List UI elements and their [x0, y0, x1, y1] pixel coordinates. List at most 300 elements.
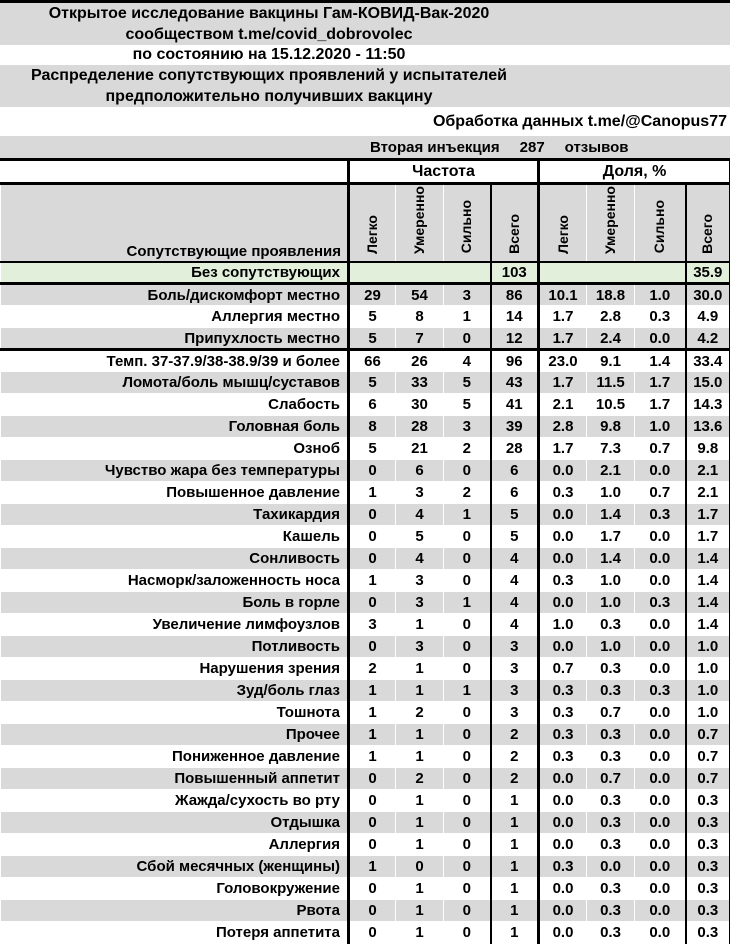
freq-cell: 2 [491, 768, 539, 790]
pct-cell: 0.3 [635, 306, 686, 328]
row-no-symptoms [1, 262, 730, 284]
freq-cell: 4 [396, 504, 444, 526]
freq-cell: 1 [349, 482, 396, 504]
freq-cell: 1 [396, 812, 444, 834]
pct-cell: 0.3 [587, 724, 635, 746]
freq-cell: 0 [444, 548, 491, 570]
pct-cell: 0.0 [539, 592, 587, 614]
pct-cell: 0.3 [587, 680, 635, 702]
freq-cell: 5 [349, 438, 396, 460]
row-label: Сонливость [1, 548, 349, 570]
pct-cell: 18.8 [587, 284, 635, 306]
freq-cell: 3 [444, 416, 491, 438]
freq-cell: 0 [349, 526, 396, 548]
freq-cell: 54 [396, 284, 444, 306]
pct-cell: 0.7 [686, 746, 730, 768]
freq-cell: 1 [491, 834, 539, 856]
pct-cell: 1.0 [587, 570, 635, 592]
freq-cell: 0 [349, 790, 396, 812]
pct-cell: 0.3 [587, 614, 635, 636]
pct-cell: 0.3 [587, 746, 635, 768]
pct-cell: 1.7 [686, 526, 730, 548]
row-label: Тошнота [1, 702, 349, 724]
pct-cell: 0.0 [539, 900, 587, 922]
pct-cell: 1.0 [587, 592, 635, 614]
table-row [1, 394, 730, 416]
freq-cell: 12 [491, 328, 539, 350]
row-label: Аллергия [1, 834, 349, 856]
freq-cell: 5 [349, 372, 396, 394]
table-row [1, 372, 730, 394]
freq-cell: 5 [491, 526, 539, 548]
freq-cell: 28 [491, 438, 539, 460]
pct-cell: 0.0 [635, 570, 686, 592]
as-of-date: по состоянию на 15.12.2020 - 11:50 [132, 46, 406, 63]
pct-cell: 0.0 [635, 548, 686, 570]
responses-label: отзывов [564, 138, 629, 156]
pct-cell: 1.0 [686, 636, 730, 658]
freq-cell: 0 [349, 878, 396, 900]
pct-cell: 0.3 [686, 812, 730, 834]
pct-cell: 2.1 [587, 460, 635, 482]
freq-cell: 2 [349, 658, 396, 680]
pct-cell: 23.0 [539, 350, 587, 372]
pct-cell: 0.3 [635, 592, 686, 614]
freq-cell: 0 [444, 834, 491, 856]
freq-cell: 0 [349, 768, 396, 790]
table-row [1, 592, 730, 614]
row-label: Боль в горле [1, 592, 349, 614]
table-row [1, 878, 730, 900]
freq-cell: 14 [491, 306, 539, 328]
freq-cell: 1 [491, 812, 539, 834]
table-row [1, 570, 730, 592]
freq-cell: 21 [396, 438, 444, 460]
freq-cell: 0 [444, 922, 491, 944]
freq-cell: 0 [444, 790, 491, 812]
row-label: Потливость [1, 636, 349, 658]
pct-cell: 2.8 [587, 306, 635, 328]
pct-cell: 0.0 [635, 922, 686, 944]
freq-cell: 1 [349, 746, 396, 768]
freq-cell: 0 [444, 570, 491, 592]
freq-cell: 6 [491, 482, 539, 504]
freq-cell: 0 [349, 592, 396, 614]
pct-cell: 0.0 [539, 460, 587, 482]
pct-cell: 1.0 [635, 416, 686, 438]
row-label: Слабость [1, 394, 349, 416]
pct-cell: 1.0 [587, 636, 635, 658]
row-label: Припухлость местно [1, 328, 349, 350]
freq-cell: 1 [491, 878, 539, 900]
freq-cell: 0 [349, 460, 396, 482]
pct-cell: 0.0 [635, 328, 686, 350]
freq-cell: 8 [396, 306, 444, 328]
row-label: Повышенный аппетит [1, 768, 349, 790]
freq-cell: 2 [491, 724, 539, 746]
row-label: Повышенное давление [1, 482, 349, 504]
pct-cell: 0.3 [587, 658, 635, 680]
pct-cell: 0.0 [539, 526, 587, 548]
freq-cell: 0 [444, 526, 491, 548]
pct-cell: 1.4 [686, 614, 730, 636]
pct-cell: 1.4 [635, 350, 686, 372]
column-header-row [1, 184, 730, 262]
freq-cell: 3 [396, 570, 444, 592]
freq-cell: 4 [396, 548, 444, 570]
pct-cell: 0.0 [635, 658, 686, 680]
pct-cell: 0.3 [587, 922, 635, 944]
table-row [1, 900, 730, 922]
report-title-line2: сообществом t.me/covid_dobrovolec [125, 26, 413, 43]
pct-cell: 0.0 [635, 460, 686, 482]
freq-col-severe: Сильно [444, 184, 491, 262]
freq-cell: 0 [444, 702, 491, 724]
report-title-line1: Открытое исследование вакцины Гам-КОВИД-Вак-2020 [48, 5, 490, 22]
freq-cell: 0 [444, 746, 491, 768]
table-row [1, 526, 730, 548]
freq-cell: 26 [396, 350, 444, 372]
row-label: Отдышка [1, 812, 349, 834]
freq-cell: 0 [444, 636, 491, 658]
pct-cell: 0.0 [635, 724, 686, 746]
pct-cell: 0.0 [539, 548, 587, 570]
freq-cell: 4 [491, 614, 539, 636]
pct-cell: 0.7 [686, 724, 730, 746]
pct-col-severe: Сильно [635, 184, 686, 262]
freq-cell: 0 [444, 878, 491, 900]
table-row [1, 350, 730, 372]
pct-cell: 0.3 [539, 570, 587, 592]
table-row [1, 548, 730, 570]
table-row [1, 284, 730, 306]
row-label: Жажда/сухость во рту [1, 790, 349, 812]
pct-cell: 0.0 [539, 878, 587, 900]
table-row [1, 636, 730, 658]
pct-cell: 0.3 [539, 724, 587, 746]
table-row [1, 482, 730, 504]
pct-cell: 2.1 [539, 394, 587, 416]
row-label: Головная боль [1, 416, 349, 438]
pct-cell: 4.2 [686, 328, 730, 350]
row-label: Увеличение лимфоузлов [1, 614, 349, 636]
freq-cell: 33 [396, 372, 444, 394]
row-label: Тахикардия [1, 504, 349, 526]
pct-cell: 13.6 [686, 416, 730, 438]
freq-cell: 1 [396, 680, 444, 702]
pct-cell: 1.0 [686, 702, 730, 724]
freq-cell: 4 [491, 592, 539, 614]
pct-cell: 11.5 [587, 372, 635, 394]
freq-cell: 1 [491, 856, 539, 878]
freq-total-cell: 103 [491, 262, 539, 284]
freq-cell: 8 [349, 416, 396, 438]
row-label: Рвота [1, 900, 349, 922]
freq-cell: 0 [444, 900, 491, 922]
table-row [1, 768, 730, 790]
freq-cell: 1 [396, 724, 444, 746]
freq-cell: 0 [349, 900, 396, 922]
freq-cell: 0 [444, 724, 491, 746]
pct-cell: 1.0 [587, 482, 635, 504]
freq-cell: 1 [349, 724, 396, 746]
pct-cell: 0.0 [539, 790, 587, 812]
freq-cell: 39 [491, 416, 539, 438]
pct-cell: 0.0 [635, 878, 686, 900]
pct-cell: 0.0 [635, 636, 686, 658]
freq-col-moderate: Умеренно [396, 184, 444, 262]
freq-cell: 1 [396, 746, 444, 768]
freq-cell: 4 [444, 350, 491, 372]
pct-cell: 1.4 [686, 570, 730, 592]
pct-cell: 0.0 [635, 702, 686, 724]
row-label: Ломота/боль мышц/суставов [1, 372, 349, 394]
pct-cell: 1.4 [686, 548, 730, 570]
table-row [1, 306, 730, 328]
credit-band [0, 107, 730, 136]
group-header-share: Доля, % [539, 160, 730, 184]
pct-cell: 0.0 [539, 922, 587, 944]
pct-cell: 10.5 [587, 394, 635, 416]
pct-cell: 1.0 [686, 658, 730, 680]
table-row [1, 658, 730, 680]
freq-cell: 41 [491, 394, 539, 416]
freq-cell: 3 [396, 482, 444, 504]
freq-cell: 0 [349, 548, 396, 570]
pct-cell: 1.0 [686, 680, 730, 702]
freq-cell: 0 [444, 460, 491, 482]
row-label: Насморк/заложенность носа [1, 570, 349, 592]
report-title-band [0, 3, 730, 45]
pct-cell: 0.0 [635, 856, 686, 878]
freq-cell: 0 [444, 614, 491, 636]
freq-cell: 1 [349, 702, 396, 724]
pct-cell: 30.0 [686, 284, 730, 306]
injection-band [0, 136, 730, 158]
pct-cell: 0.3 [686, 878, 730, 900]
pct-cell: 0.7 [539, 658, 587, 680]
table-row [1, 812, 730, 834]
freq-cell: 0 [349, 834, 396, 856]
freq-cell: 0 [444, 812, 491, 834]
freq-cell: 6 [396, 460, 444, 482]
pct-cell: 0.0 [635, 834, 686, 856]
pct-cell: 10.1 [539, 284, 587, 306]
pct-cell: 0.0 [635, 768, 686, 790]
freq-cell: 1 [491, 790, 539, 812]
freq-cell: 2 [396, 768, 444, 790]
freq-cell: 1 [396, 900, 444, 922]
pct-cell: 2.1 [686, 460, 730, 482]
freq-cell: 3 [491, 702, 539, 724]
freq-cell: 66 [349, 350, 396, 372]
pct-cell: 0.3 [686, 834, 730, 856]
pct-cell: 0.3 [587, 812, 635, 834]
pct-cell: 0.7 [686, 768, 730, 790]
header-corner [1, 160, 349, 184]
row-label: Темп. 37-37.9/38-38.9/39 и более [1, 350, 349, 372]
freq-cell: 6 [349, 394, 396, 416]
pct-cell: 0.3 [686, 856, 730, 878]
pct-cell: 2.1 [686, 482, 730, 504]
report-subtitle-band [0, 65, 730, 107]
row-label: Потеря аппетита [1, 922, 349, 944]
pct-cell: 1.4 [587, 504, 635, 526]
pct-cell: 0.3 [587, 790, 635, 812]
row-label: Прочее [1, 724, 349, 746]
freq-cell: 5 [491, 504, 539, 526]
pct-col-total: Всего [686, 184, 730, 262]
pct-cell: 0.0 [539, 768, 587, 790]
freq-cell: 0 [349, 636, 396, 658]
pct-total-cell: 35.9 [686, 262, 730, 284]
freq-cell: 29 [349, 284, 396, 306]
freq-cell: 3 [444, 284, 491, 306]
credit-text: Обработка данных t.me/@Canopus77 [432, 113, 727, 130]
row-label: Озноб [1, 438, 349, 460]
freq-cell: 1 [349, 856, 396, 878]
freq-cell: 1 [444, 306, 491, 328]
pct-cell: 0.0 [539, 812, 587, 834]
row-label: Нарушения зрения [1, 658, 349, 680]
freq-cell: 5 [349, 306, 396, 328]
pct-cell: 7.3 [587, 438, 635, 460]
table-row [1, 746, 730, 768]
freq-cell: 0 [349, 922, 396, 944]
pct-cell: 0.3 [635, 504, 686, 526]
pct-cell: 0.0 [539, 834, 587, 856]
freq-cell: 1 [491, 900, 539, 922]
freq-cell: 3 [349, 614, 396, 636]
table-row [1, 680, 730, 702]
freq-cell: 4 [491, 548, 539, 570]
freq-cell: 96 [491, 350, 539, 372]
freq-cell: 5 [444, 394, 491, 416]
pct-cell: 1.4 [587, 548, 635, 570]
pct-cell: 0.3 [587, 834, 635, 856]
pct-cell: 0.3 [539, 746, 587, 768]
freq-cell: 3 [396, 592, 444, 614]
pct-cell: 0.3 [635, 680, 686, 702]
group-header-row [1, 160, 730, 184]
report-subtitle-line1: Распределение сопутствующих проявлений у испытателей [31, 67, 507, 84]
pct-cell: 1.0 [635, 284, 686, 306]
table-row [1, 504, 730, 526]
freq-cell: 1 [444, 504, 491, 526]
pct-cell: 1.7 [539, 328, 587, 350]
pct-cell: 0.3 [539, 680, 587, 702]
freq-cell: 3 [491, 658, 539, 680]
freq-col-total: Всего [491, 184, 539, 262]
pct-empty-cells [539, 262, 686, 284]
freq-col-mild: Легко [349, 184, 396, 262]
freq-cell: 2 [444, 482, 491, 504]
freq-cell: 86 [491, 284, 539, 306]
responses-count: 287 [519, 138, 545, 156]
row-label: Головокружение [1, 878, 349, 900]
pct-col-moderate: Умеренно [587, 184, 635, 262]
row-label: Пониженное давление [1, 746, 349, 768]
freq-cell: 1 [444, 680, 491, 702]
pct-cell: 0.7 [587, 702, 635, 724]
report-subtitle-line2: предположительно получивших вакцину [105, 88, 433, 105]
pct-cell: 0.3 [587, 900, 635, 922]
freq-cell: 3 [396, 636, 444, 658]
table-row [1, 614, 730, 636]
row-header-label: Сопутствующие проявления [1, 184, 349, 262]
pct-cell: 0.0 [635, 526, 686, 548]
as-of-band [0, 45, 730, 65]
row-label: Кашель [1, 526, 349, 548]
freq-cell: 1 [349, 570, 396, 592]
freq-cell: 43 [491, 372, 539, 394]
pct-cell: 2.4 [587, 328, 635, 350]
freq-cell: 2 [444, 438, 491, 460]
freq-cell: 0 [349, 504, 396, 526]
row-label: Зуд/боль глаз [1, 680, 349, 702]
pct-cell: 0.0 [635, 614, 686, 636]
freq-cell: 3 [491, 636, 539, 658]
freq-cell: 1 [396, 790, 444, 812]
pct-cell: 0.0 [539, 504, 587, 526]
freq-cell: 6 [491, 460, 539, 482]
pct-cell: 9.8 [587, 416, 635, 438]
table-body [1, 262, 730, 944]
pct-cell: 0.3 [539, 482, 587, 504]
row-label: Сбой месячных (женщины) [1, 856, 349, 878]
freq-empty-cells [349, 262, 491, 284]
pct-cell: 0.7 [587, 768, 635, 790]
row-label: Без сопутствующих [1, 262, 349, 284]
pct-cell: 0.7 [635, 482, 686, 504]
table-row [1, 416, 730, 438]
freq-cell: 1 [396, 878, 444, 900]
row-label: Чувство жара без температуры [1, 460, 349, 482]
freq-cell: 0 [444, 658, 491, 680]
freq-cell: 4 [491, 570, 539, 592]
pct-cell: 0.3 [686, 900, 730, 922]
pct-cell: 0.0 [587, 856, 635, 878]
table-row [1, 790, 730, 812]
freq-cell: 5 [349, 328, 396, 350]
table-row [1, 702, 730, 724]
pct-cell: 1.7 [635, 394, 686, 416]
freq-cell: 30 [396, 394, 444, 416]
pct-cell: 33.4 [686, 350, 730, 372]
row-label: Аллергия местно [1, 306, 349, 328]
group-header-frequency: Частота [349, 160, 539, 184]
row-label: Боль/дискомфорт местно [1, 284, 349, 306]
table-row [1, 856, 730, 878]
pct-cell: 0.0 [635, 812, 686, 834]
freq-cell: 28 [396, 416, 444, 438]
pct-cell: 0.3 [587, 878, 635, 900]
pct-cell: 0.0 [635, 900, 686, 922]
freq-cell: 1 [396, 922, 444, 944]
pct-cell: 15.0 [686, 372, 730, 394]
pct-cell: 0.0 [635, 790, 686, 812]
pct-cell: 1.0 [539, 614, 587, 636]
table-row [1, 328, 730, 350]
freq-cell: 1 [349, 680, 396, 702]
freq-cell: 3 [491, 680, 539, 702]
pct-cell: 0.0 [539, 636, 587, 658]
freq-cell: 1 [396, 614, 444, 636]
freq-cell: 0 [444, 856, 491, 878]
freq-cell: 5 [396, 526, 444, 548]
pct-col-mild: Легко [539, 184, 587, 262]
pct-cell: 1.7 [539, 372, 587, 394]
